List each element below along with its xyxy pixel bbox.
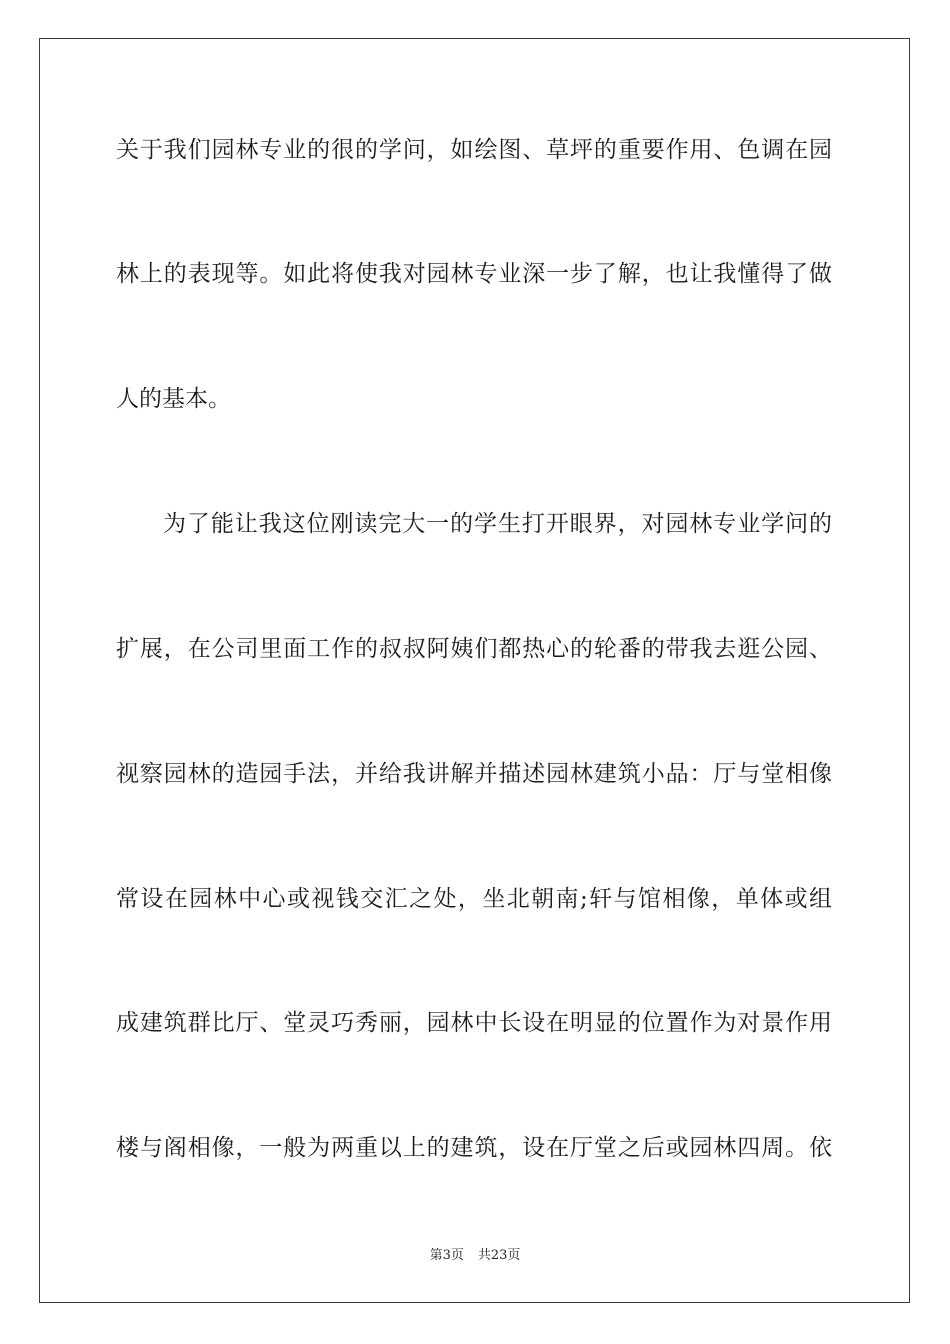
page-footer xyxy=(0,1246,950,1266)
page-number: 第3页 xyxy=(429,1248,464,1263)
paragraph-2-line-2: 扩展，在公司里面工作的叔叔阿姨们都热心的轮番的带我去逛公园、 xyxy=(116,636,832,662)
paragraph-1-line-3: 人的基本。 xyxy=(116,386,231,412)
page-border xyxy=(39,38,910,1303)
paragraph-2-line-3: 视察园林的造园手法，并给我讲解并描述园林建筑小品：厅与堂相像 xyxy=(116,761,832,787)
paragraph-1-line-2: 林上的表现等。如此将使我对园林专业深一步了解，也让我懂得了做 xyxy=(116,261,832,287)
paragraph-2-line-1: 为了能让我这位刚读完大一的学生打开眼界，对园林专业学问的 xyxy=(163,511,832,537)
paragraph-1-line-1: 关于我们园林专业的很的学问，如绘图、草坪的重要作用、色调在园 xyxy=(116,137,832,163)
paragraph-2-line-4: 常设在园林中心或视钱交汇之处，坐北朝南;轩与馆相像，单体或组 xyxy=(116,886,832,912)
paragraph-2-line-5: 成建筑群比厅、堂灵巧秀丽，园林中长设在明显的位置作为对景作用 xyxy=(116,1010,832,1036)
page-total: 共23页 xyxy=(477,1248,521,1263)
paragraph-2-line-6: 楼与阁相像，一般为两重以上的建筑，设在厅堂之后或园林四周。依 xyxy=(116,1135,832,1161)
